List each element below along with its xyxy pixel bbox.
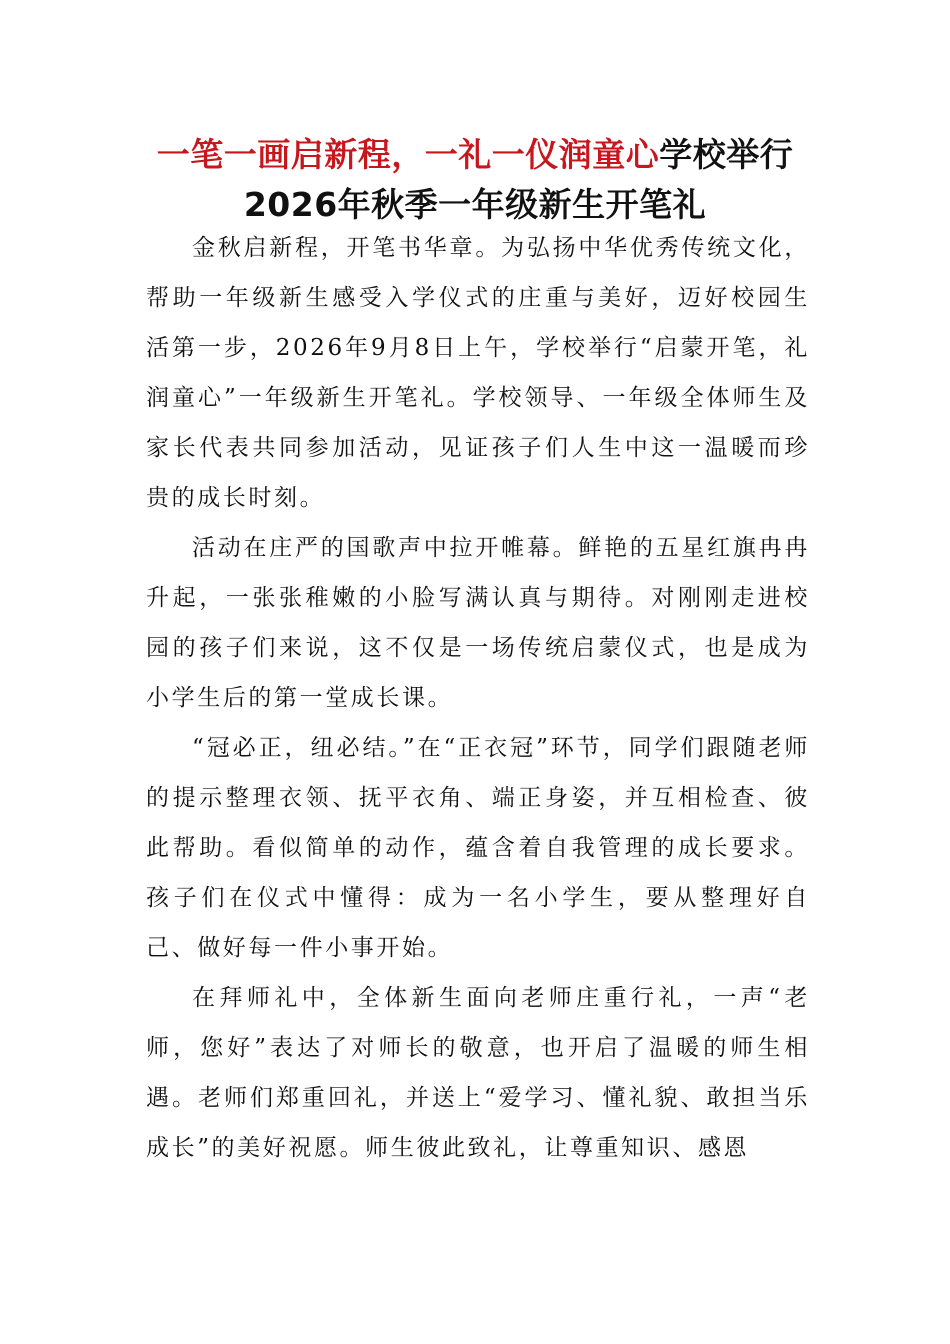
title-highlight: 一笔一画启新程，一礼一仪润童心 [156,135,660,174]
paragraph: 在拜师礼中，全体新生面向老师庄重行礼，一声“老师，您好”表达了对师长的敬意，也开启了温暖的师生相遇。老师们郑重回礼，并送上“爱学习、懂礼貌、敢担当乐成长”的美好祝愿。师生彼此致礼，让尊重知识、感恩 [146,985,810,1161]
document-title [120,130,830,230]
paragraph: “冠必正，纽必结。”在“正衣冠”环节，同学们跟随老师的提示整理衣领、抚平衣角、端正身姿，并互相检查、彼此帮助。看似简单的动作，蕴含着自我管理的成长要求。孩子们在仪式中懂得：成为一名小学生，要从整理好自己、做好每一件小事开始。 [146,735,810,961]
title-rest: 学校举行2026年秋季一年级新生开笔礼 [243,135,794,224]
paragraph: 金秋启新程，开笔书华章。为弘扬中华优秀传统文化，帮助一年级新生感受入学仪式的庄重与美好，迈好校园生活第一步，2026年9月8日上午，学校举行“启蒙开笔，礼润童心”一年级新生开笔礼。学校领导、一年级全体师生及家长代表共同参加活动，见证孩子们人生中这一温暖而珍贵的成长时刻。 [146,235,810,511]
document-body [146,223,810,1173]
paragraph: 活动在庄严的国歌声中拉开帷幕。鲜艳的五星红旗冉冉升起，一张张稚嫩的小脸写满认真与期待。对刚刚走进校园的孩子们来说，这不仅是一场传统启蒙仪式，也是成为小学生后的第一堂成长课。 [146,535,810,711]
